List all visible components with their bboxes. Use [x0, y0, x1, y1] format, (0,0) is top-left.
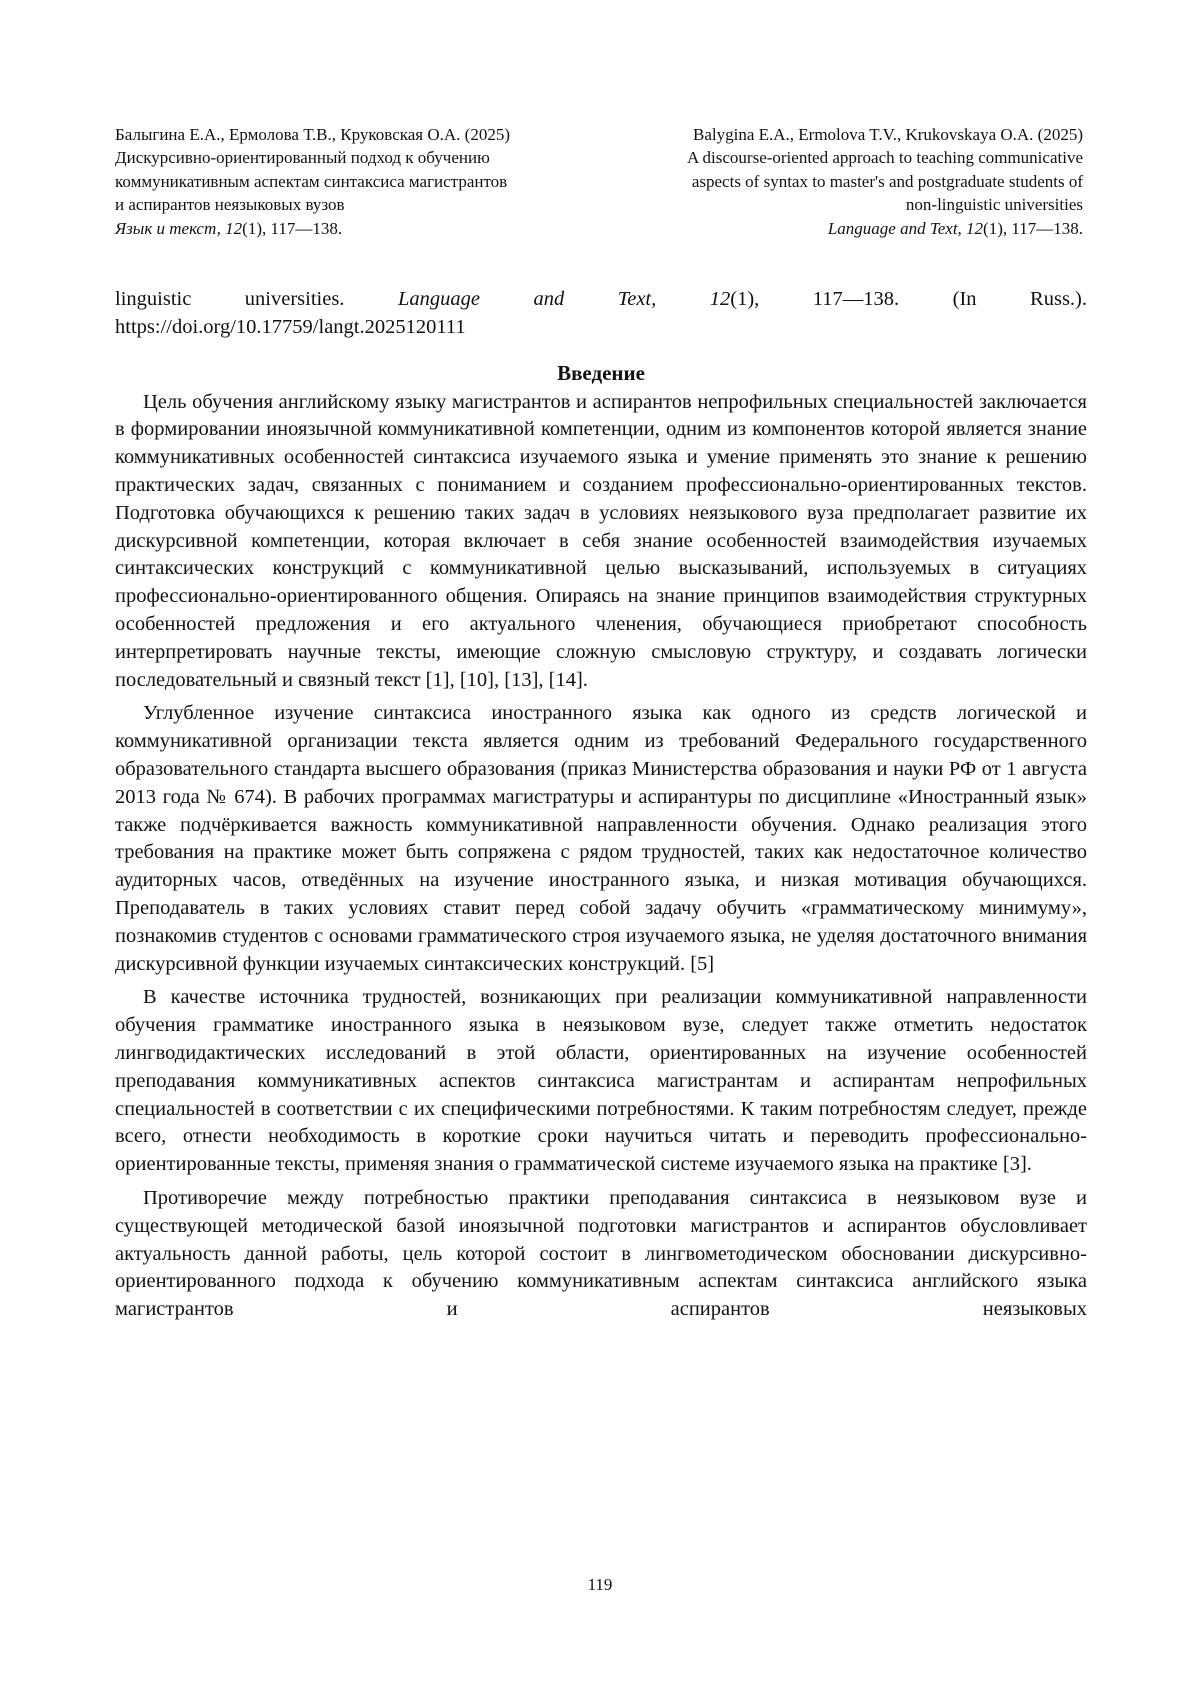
article-body — [115, 286, 1087, 1330]
section-heading: Введение — [115, 359, 1087, 387]
journal-name: Language and Text, — [828, 219, 962, 238]
header-title-ru-line: коммуникативным аспектам синтаксиса магистрантов — [115, 170, 595, 193]
header-authors-ru: Балыгина Е.А., Ермолова Т.В., Круковская О.А. (2025) — [115, 123, 595, 146]
reference-prefix: linguistic universities. — [115, 288, 398, 310]
journal-issue-pages: (1), 117—138. — [242, 219, 342, 238]
header-title-ru-line: Дискурсивно-ориентированный подход к обучению — [115, 146, 595, 169]
reference-journal: Language and Text, 12 — [398, 288, 730, 310]
page-number: 119 — [0, 1575, 1200, 1595]
header-title-en-line: A discourse-oriented approach to teaching communicative — [603, 146, 1083, 169]
header-journal-ru — [115, 217, 595, 240]
header-title-ru-line: и аспирантов неязыковых вузов — [115, 193, 595, 216]
header-title-en-line: non-linguistic universities — [603, 193, 1083, 216]
header-authors-en: Balygina E.A., Ermolova T.V., Krukovskaya O.A. (2025) — [603, 123, 1083, 146]
paragraph: Цель обучения английскому языку магистрантов и аспирантов непрофильных специальностей заключается в формировании иноязычной коммуникативной компетенции, одним из компонентов которой является знание коммуникативных особенностей синтаксиса изучаемого языка и умение применять это знание к решению практических задач, связанных с пониманием и созданием профессионально-ориентированных текстов. Подготовка обучающихся к решению таких задач в условиях неязыкового вуза предполагает развитие их дискурсивной компетенции, которая включает в себя знание особенностей взаимодействия изучаемых синтаксических конструкций с коммуникативной целью высказываний, используемых в ситуациях профессионально-ориентированного общения. Опираясь на знание принципов взаимодействия структурных особенностей предложения и его актуального членения, обучающиеся приобретают способность интерпретировать научные тексты, имеющие сложную смысловую структуру, и создавать логически последовательный и связный текст [1], [10], [13], [14]. — [115, 389, 1087, 695]
header-citation-ru — [115, 123, 595, 240]
header-citation-en — [603, 123, 1083, 240]
reference-continuation — [115, 286, 1087, 314]
journal-volume: 12 — [225, 219, 242, 238]
doi-link[interactable]: https://doi.org/10.17759/langt.2025120111 — [115, 314, 1087, 342]
journal-volume: 12 — [966, 219, 983, 238]
running-header — [115, 123, 1083, 243]
journal-name: Язык и текст, — [115, 219, 221, 238]
header-journal-en — [603, 217, 1083, 240]
paragraph: В качестве источника трудностей, возникающих при реализации коммуникативной направленности обучения грамматике иностранного языка в неязыковом вузе, следует также отметить недостаток лингводидактических исследований в этой области, ориентированных на изучение особенностей преподавания коммуникативных аспектов синтаксиса магистрантам и аспирантам непрофильных специальностей в соответствии с их специфическими потребностями. К таким потребностям следует, прежде всего, отнести необходимость в короткие сроки научиться читать и переводить профессионально-ориентированные тексты, применяя знания о грамматической системе изучаемого языка на практике [3]. — [115, 984, 1087, 1179]
paragraph: Углубленное изучение синтаксиса иностранного языка как одного из средств логической и коммуникативной организации текста является одним из требований Федерального государственного образовательного стандарта высшего образования (приказ Министерства образования и науки РФ от 1 августа 2013 года № 674). В рабочих программах магистратуры и аспирантуры по дисциплине «Иностранный язык» также подчёркивается важность коммуникативной направленности обучения. Однако реализация этого требования на практике может быть сопряжена с рядом трудностей, таких как недостаточное количество аудиторных часов, отведённых на изучение иностранного языка, и низкая мотивация обучающихся. Преподаватель в таких условиях ставит перед собой задачу обучить «грамматическому минимуму», познакомив студентов с основами грамматического строя изучаемого языка, не уделяя достаточного внимания дискурсивной функции изучаемых синтаксических конструкций. [5] — [115, 700, 1087, 978]
journal-issue-pages: (1), 117—138. — [983, 219, 1083, 238]
reference-suffix: (1), 117—138. (In Russ.). — [730, 288, 1087, 310]
paragraph: Противоречие между потребностью практики преподавания синтаксиса в неязыковом вузе и существующей методической базой иноязычной подготовки магистрантов и аспирантов обусловливает актуальность данной работы, цель которой состоит в лингвометодическом обосновании дискурсивно-ориентированного подхода к обучению коммуникативным аспектам синтаксиса английского языка магистрантов и аспирантов неязыковых — [115, 1185, 1087, 1324]
header-title-en-line: aspects of syntax to master's and postgraduate students of — [603, 170, 1083, 193]
